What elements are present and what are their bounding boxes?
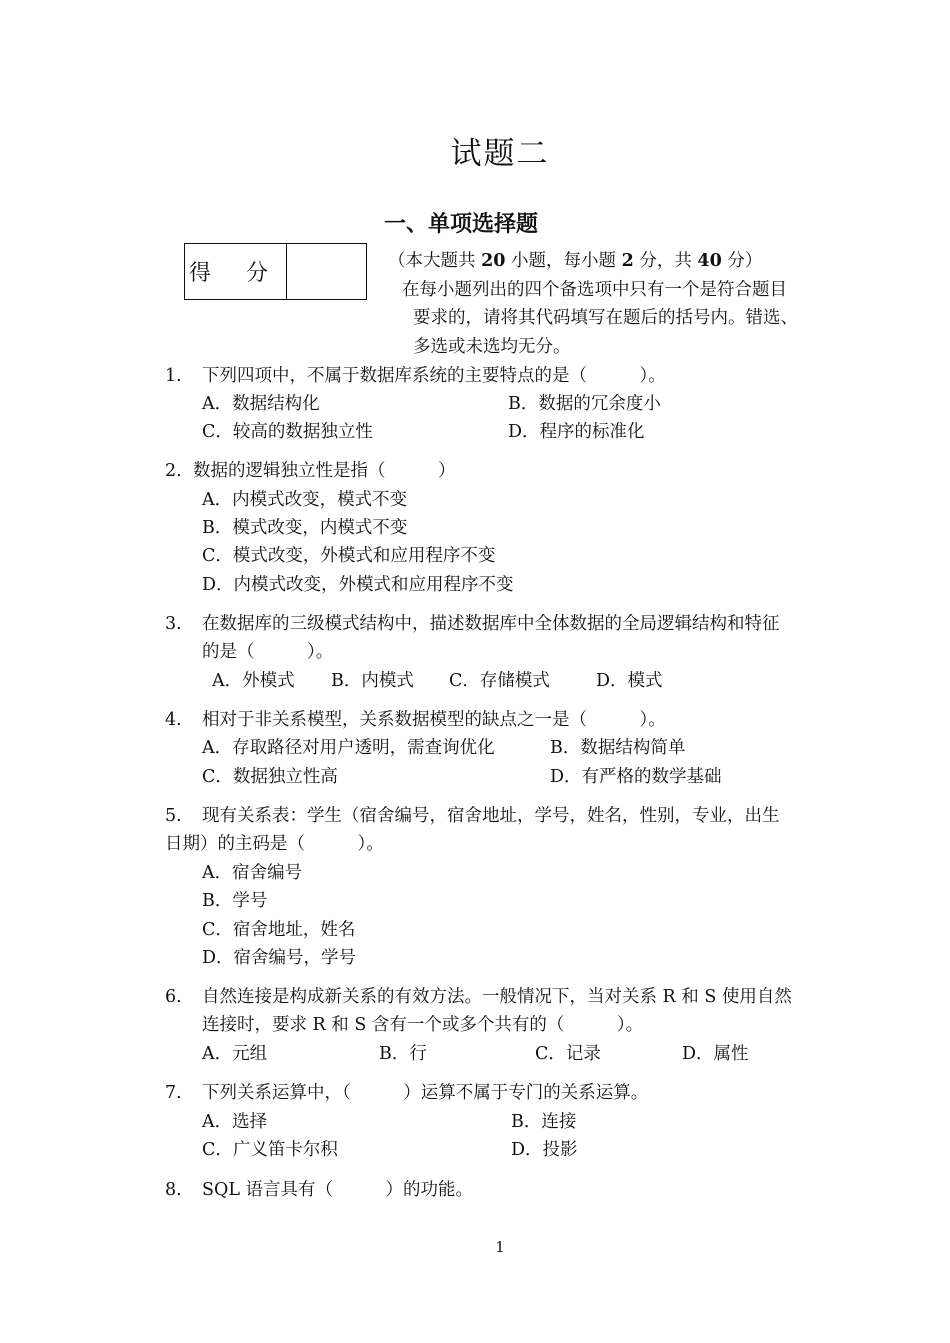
question-2-option-a: A．内模式改变，模式不变 (202, 490, 408, 510)
question-5-text-line-2: 日期）的主码是（ ）。 (165, 834, 384, 854)
question-5-option-d: D．宿舍编号，学号 (202, 948, 357, 968)
question-4-number: 4. (165, 710, 182, 730)
question-7-text: 下列关系运算中，（ ）运算不属于专门的关系运算。 (202, 1083, 649, 1103)
question-2-number: 2. (165, 461, 182, 481)
question-6-text-line-2: 连接时，要求 R 和 S 含有一个或多个共有的（ ）。 (202, 1015, 644, 1035)
question-4-option-d: D．有严格的数学基础 (550, 767, 722, 787)
question-3-option-a: A．外模式 (212, 671, 295, 691)
question-5-option-b: B．学号 (202, 891, 268, 911)
instructions-line-2: 在每小题列出的四个备选项中只有一个是符合题目 (402, 280, 787, 300)
question-1-option-a: A．数据结构化 (202, 394, 320, 414)
question-1-option-d: D．程序的标准化 (508, 422, 645, 442)
question-1-number: 1. (165, 366, 182, 386)
question-3-number: 3. (165, 614, 182, 634)
question-6-option-a: A．元组 (202, 1044, 268, 1064)
document-title: 试题二 (450, 136, 550, 172)
question-7-option-d: D．投影 (511, 1140, 578, 1160)
question-6-option-d: D．属性 (682, 1044, 749, 1064)
question-5-number: 5. (165, 806, 182, 826)
score-label: 得 分 (185, 244, 287, 299)
question-3-option-b: B．内模式 (331, 671, 414, 691)
question-6-number: 6. (165, 987, 182, 1007)
question-6-text-line-1: 自然连接是构成新关系的有效方法。一般情况下，当对关系 R 和 S 使用自然 (202, 987, 792, 1007)
score-box (184, 243, 367, 300)
question-7-number: 7. (165, 1083, 182, 1103)
question-2-option-d: D．内模式改变，外模式和应用程序不变 (202, 575, 514, 595)
question-8-number: 8. (165, 1180, 182, 1200)
question-4-text: 相对于非关系模型，关系数据模型的缺点之一是（ ）。 (202, 710, 666, 730)
instructions-line-4: 多选或未选均无分。 (413, 337, 571, 357)
question-3-option-d: D．模式 (596, 671, 663, 691)
question-1-option-b: B．数据的冗余度小 (508, 394, 661, 414)
question-2-option-c: C．模式改变，外模式和应用程序不变 (202, 546, 496, 566)
question-5-text-line-1: 现有关系表：学生（宿舍编号，宿舍地址，学号，姓名，性别，专业，出生 (202, 806, 780, 826)
question-8-text: SQL 语言具有（ ）的功能。 (202, 1180, 474, 1200)
question-1-option-c: C．较高的数据独立性 (202, 422, 373, 442)
question-2-option-b: B．模式改变，内模式不变 (202, 518, 408, 538)
section-title: 一、单项选择题 (384, 212, 539, 237)
question-4-option-b: B．数据结构简单 (550, 738, 686, 758)
question-5-option-a: A．宿舍编号 (202, 863, 303, 883)
question-3-text-line-1: 在数据库的三级模式结构中，描述数据库中全体数据的全局逻辑结构和特征 (202, 614, 780, 634)
question-4-option-a: A．存取路径对用户透明，需查询优化 (202, 738, 495, 758)
question-6-option-c: C．记录 (535, 1044, 601, 1064)
question-1-text: 下列四项中，不属于数据库系统的主要特点的是（ ）。 (202, 366, 666, 386)
question-2-text: 数据的逻辑独立性是指（ ） (193, 461, 456, 481)
instructions-line-3: 要求的，请将其代码填写在题后的括号内。错选、 (413, 308, 798, 328)
page-number: 1 (495, 1238, 505, 1256)
question-7-option-a: A．选择 (202, 1112, 268, 1132)
question-4-option-c: C．数据独立性高 (202, 767, 338, 787)
question-6-option-b: B．行 (379, 1044, 427, 1064)
question-3-text-line-2: 的是（ ）。 (202, 642, 334, 662)
score-value-cell (287, 244, 366, 299)
question-5-option-c: C．宿舍地址，姓名 (202, 920, 356, 940)
question-3-option-c: C．存储模式 (449, 671, 550, 691)
instructions-line-1: （本大题共 20 小题，每小题 2 分，共 40 分） (388, 251, 763, 271)
question-7-option-c: C．广义笛卡尔积 (202, 1140, 338, 1160)
question-7-option-b: B．连接 (511, 1112, 577, 1132)
